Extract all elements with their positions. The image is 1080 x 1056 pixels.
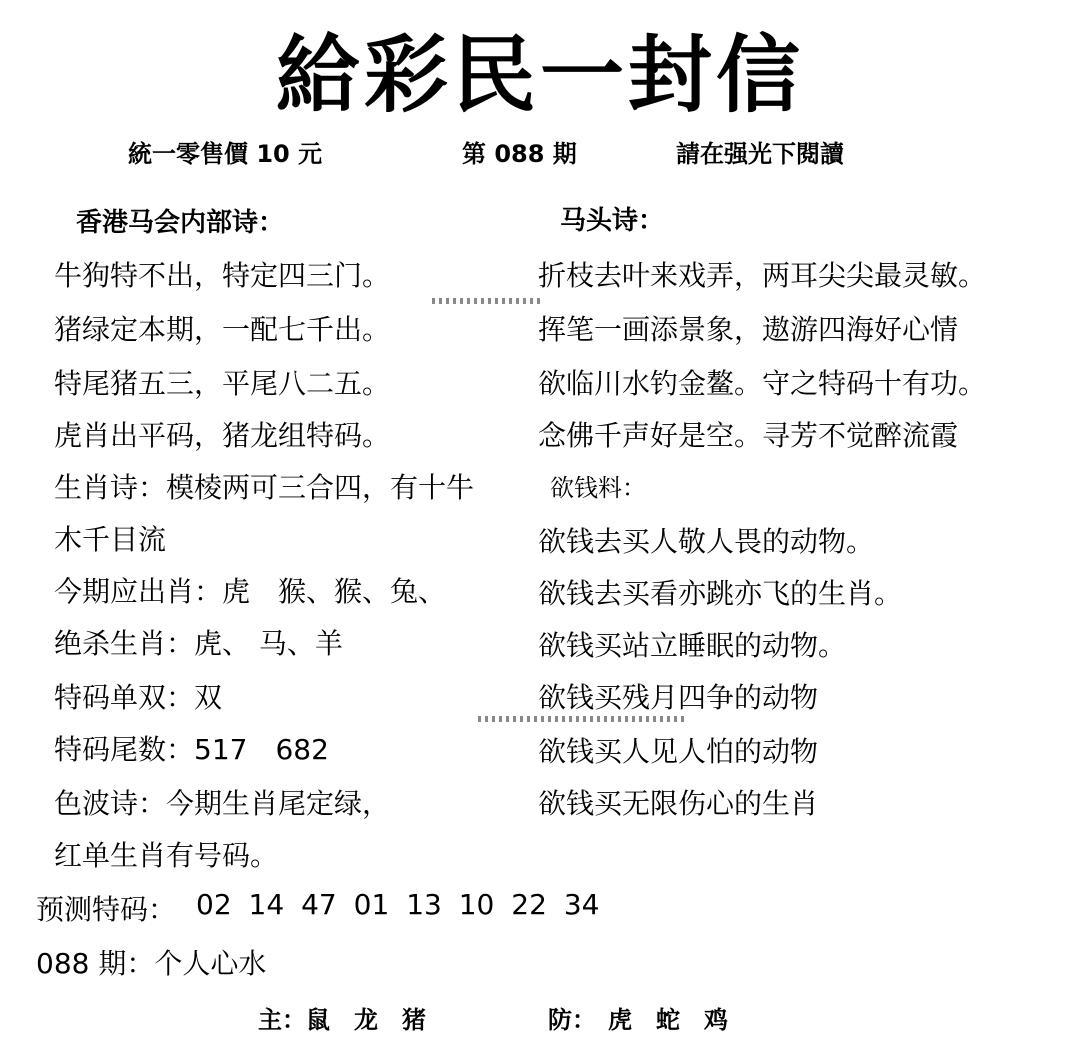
defend-zodiac: 防： 虎 蛇 鸡 — [548, 1005, 728, 1034]
predict-number: 02 — [196, 888, 232, 921]
zodiac-poem-line-1: 生肖诗：模棱两可三合四，有十牛 — [54, 471, 475, 504]
hk-poem-line: 虎肖出平码，猪龙组特码。 — [54, 419, 391, 452]
reading-note: 請在强光下閱讀 — [676, 140, 844, 168]
predict-number: 01 — [353, 888, 390, 921]
odd-even: 特码单双：双 — [54, 681, 223, 714]
tail-number-values: 517 682 — [194, 733, 329, 766]
hk-poem-line: 猪绿定本期，一配七千出。 — [54, 313, 391, 346]
tail-number-label: 特码尾数： — [54, 733, 195, 766]
tail-number-row — [54, 728, 329, 768]
scan-artifact — [478, 716, 688, 722]
price-label: 統一零售價 10 元 — [128, 140, 323, 168]
money-clue-line: 欲钱买残月四争的动物 — [538, 681, 819, 714]
main-zodiac: 主：鼠 龙 猪 — [258, 1005, 426, 1034]
hk-poem-heading: 香港马会内部诗： — [76, 208, 285, 238]
predict-number: 14 — [248, 888, 285, 921]
money-clue-line: 欲钱去买看亦跳亦飞的生肖。 — [538, 577, 903, 610]
predict-number: 22 — [511, 888, 547, 921]
personal-text: 个人心水 — [154, 947, 267, 980]
money-clue-line: 欲钱去买人敬人畏的动物。 — [538, 525, 875, 558]
horse-poem-line: 念佛千声好是空。寻芳不觉醉流霞 — [538, 419, 959, 452]
money-clue-line: 欲钱买人见人怕的动物 — [538, 735, 819, 768]
horse-poem-line: 折枝去叶来戏弄，两耳尖尖最灵敏。 — [538, 259, 987, 292]
color-poem-line-2: 红单生肖有号码。 — [54, 839, 279, 872]
kill-zodiac: 绝杀生肖：虎、 马、羊 — [54, 627, 343, 660]
hk-poem-line: 牛狗特不出，特定四三门。 — [54, 259, 391, 292]
zodiac-poem-line-2: 木千目流 — [54, 523, 167, 556]
predict-label: 预测特码： — [36, 893, 177, 926]
personal-label: 088 期： — [36, 947, 155, 980]
predict-number: 10 — [458, 888, 495, 921]
money-clue-line: 欲钱买站立睡眠的动物。 — [538, 629, 847, 662]
money-clue-line: 欲钱买无限伤心的生肖 — [538, 787, 819, 820]
horse-poem-heading: 马头诗： — [560, 206, 665, 236]
color-poem-line-1: 色波诗：今期生肖尾定绿， — [54, 787, 391, 820]
predict-number: 34 — [563, 888, 600, 921]
page-title: 給彩民一封信 — [275, 26, 804, 124]
predict-numbers — [196, 888, 599, 921]
predict-number: 47 — [301, 888, 337, 921]
hk-poem-line: 特尾猪五三，平尾八二五。 — [54, 367, 391, 400]
horse-poem-line: 欲临川水钓金鳌。守之特码十有功。 — [538, 367, 987, 400]
issue-number: 第 088 期 — [462, 140, 577, 168]
scan-artifact — [432, 298, 542, 304]
this-issue-zodiac: 今期应出肖：虎 猴、猴、兔、 — [54, 575, 447, 608]
personal-row — [36, 942, 266, 982]
horse-poem-line: 挥笔一画添景象，遨游四海好心情 — [538, 313, 959, 346]
money-clue-heading: 欲钱料： — [550, 474, 646, 502]
predict-number: 13 — [406, 888, 442, 921]
predict-row — [36, 888, 176, 928]
